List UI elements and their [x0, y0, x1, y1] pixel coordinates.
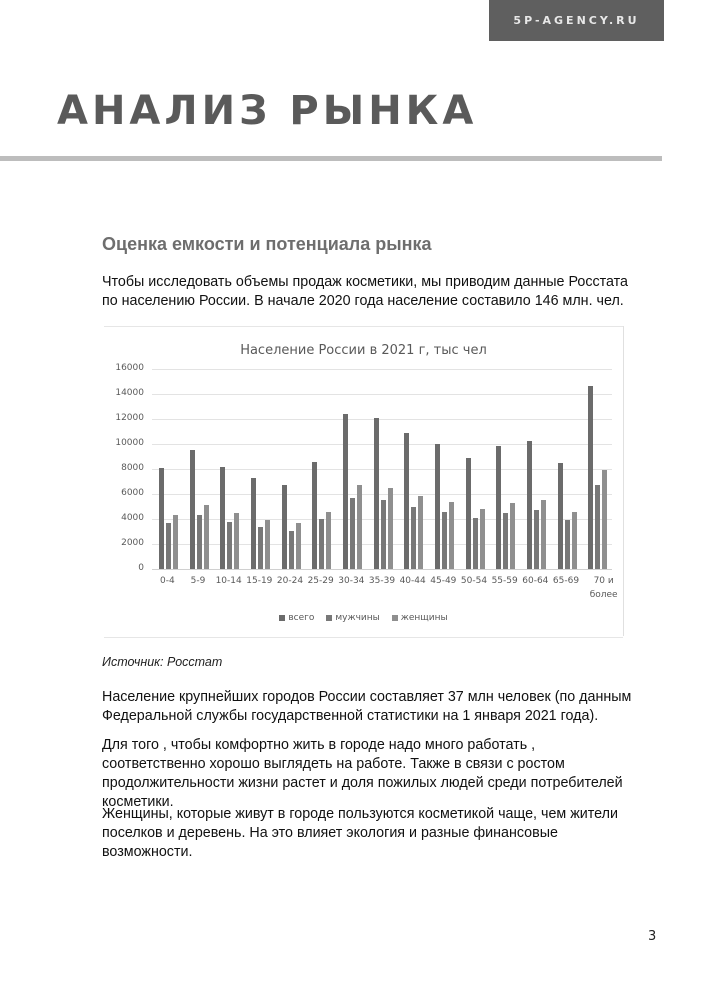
paragraph-cities: Население крупнейших городов России составляет 37 млн человек (по данным Федеральной службы государственной статистики на 1 января 2021 года). — [102, 689, 632, 724]
bar-women — [541, 500, 546, 569]
site-badge-label: 5P-AGENCY.RU — [513, 14, 640, 27]
x-tick-label: 15-19 — [246, 576, 273, 586]
chart-legend — [104, 613, 623, 623]
y-tick-label: 10000 — [115, 438, 144, 448]
bar-group — [312, 369, 334, 569]
bar-group — [496, 369, 518, 569]
bar-men — [565, 520, 570, 569]
x-tick-label: 70 и более — [589, 576, 618, 600]
bar-women — [265, 520, 270, 569]
bar-total — [374, 418, 379, 569]
bar-women — [357, 485, 362, 569]
bar-group — [220, 369, 242, 569]
bar-group — [374, 369, 396, 569]
bar-men — [258, 527, 263, 569]
bar-total — [343, 414, 348, 569]
x-tick-label: 10-14 — [215, 576, 242, 586]
x-tick-label: 65-69 — [552, 576, 580, 586]
x-tick-label: 30-34 — [338, 576, 365, 586]
bar-total — [588, 386, 593, 569]
x-tick-label: 5-9 — [190, 576, 206, 586]
x-tick-label: 50-54 — [460, 576, 488, 586]
x-tick-label: 40-44 — [399, 576, 426, 586]
bar-group — [435, 369, 457, 569]
legend-item — [279, 613, 314, 623]
bar-women — [204, 505, 209, 569]
page-title: АНАЛИЗ РЫНКА — [57, 88, 478, 134]
bar-total — [558, 463, 563, 569]
source-caption: Источник: Росстат — [102, 655, 223, 669]
y-tick-label: 0 — [138, 563, 144, 573]
bar-total — [312, 462, 317, 569]
bar-total — [159, 468, 164, 569]
bar-group — [466, 369, 488, 569]
legend-swatch-icon — [326, 615, 332, 621]
intro-paragraph: Чтобы исследовать объемы продаж косметики, мы приводим данные Росстата по населению России. В начале 2020 года население составило 146 млн. чел. — [102, 274, 628, 309]
bar-women — [296, 523, 301, 569]
bar-women — [388, 488, 393, 569]
bar-total — [282, 485, 287, 569]
chart-frame-edge — [623, 326, 624, 636]
bar-total — [466, 458, 471, 569]
title-divider — [0, 156, 662, 161]
bar-men — [319, 519, 324, 569]
bar-total — [404, 433, 409, 569]
y-tick-label: 4000 — [121, 513, 144, 523]
bar-group — [190, 369, 212, 569]
x-tick-label: 45-49 — [430, 576, 457, 586]
bar-group — [282, 369, 304, 569]
bar-women — [510, 503, 515, 569]
bar-men — [381, 500, 386, 569]
bar-men — [473, 518, 478, 569]
legend-label: женщины — [400, 613, 448, 623]
bar-women — [418, 496, 423, 569]
bar-men — [503, 513, 508, 569]
y-tick-label: 2000 — [121, 538, 144, 548]
bar-men — [534, 510, 539, 569]
section-heading: Оценка емкости и потенциала рынка — [102, 234, 432, 254]
y-tick-label: 16000 — [115, 363, 144, 373]
paragraph-work: Для того , чтобы комфортно жить в городе надо много работать , соответственно хорошо выглядеть на работе. Также в связи с ростом продолжительности жизни растет и доля пожилых людей среди потребителей косметики. — [102, 737, 623, 810]
bar-total — [435, 444, 440, 569]
legend-label: всего — [288, 613, 315, 623]
bar-total — [190, 450, 195, 569]
bar-men — [289, 531, 294, 569]
bar-total — [251, 478, 256, 569]
bar-women — [480, 509, 485, 569]
bar-group — [527, 369, 549, 569]
bar-group — [558, 369, 580, 569]
y-tick-label: 12000 — [115, 413, 144, 423]
bar-women — [449, 502, 454, 569]
bar-group — [251, 369, 273, 569]
bar-women — [173, 515, 178, 569]
legend-item — [392, 613, 448, 623]
y-tick-label: 14000 — [115, 388, 144, 398]
bar-women — [234, 513, 239, 569]
x-tick-label: 55-59 — [491, 576, 518, 586]
legend-item — [326, 613, 379, 623]
bar-men — [166, 523, 171, 569]
bar-women — [602, 470, 607, 569]
bar-group — [588, 369, 610, 569]
legend-swatch-icon — [279, 615, 285, 621]
y-tick-label: 6000 — [121, 488, 144, 498]
legend-label: мужчины — [335, 613, 380, 623]
paragraph-women: Женщины, которые живут в городе пользуются косметикой чаще, чем жители поселков и деревень. На это влияет экология и разные финансовые возможности. — [102, 806, 618, 860]
chart-title: Население России в 2021 г, тыс чел — [240, 343, 487, 358]
bar-men — [595, 485, 600, 569]
bar-women — [572, 512, 577, 569]
bar-total — [527, 441, 532, 569]
bar-men — [411, 507, 416, 570]
bar-men — [442, 512, 447, 569]
bar-group — [159, 369, 181, 569]
x-tick-label: 0-4 — [159, 576, 175, 586]
chart-plot-area — [115, 363, 618, 600]
legend-swatch-icon — [392, 615, 398, 621]
x-tick-label: 25-29 — [307, 576, 334, 586]
bar-total — [496, 446, 501, 569]
site-badge[interactable] — [489, 0, 664, 41]
bar-group — [343, 369, 365, 569]
population-chart — [104, 326, 623, 638]
x-tick-label: 20-24 — [276, 576, 304, 586]
gridline — [152, 569, 612, 570]
bar-men — [227, 522, 232, 570]
x-tick-label: 60-64 — [522, 576, 549, 586]
bar-men — [350, 498, 355, 569]
bar-women — [326, 512, 331, 570]
bar-total — [220, 467, 225, 570]
bar-group — [404, 369, 426, 569]
x-tick-label: 35-39 — [368, 576, 396, 586]
bar-men — [197, 515, 202, 569]
page-number: 3 — [648, 929, 657, 944]
y-tick-label: 8000 — [121, 463, 144, 473]
